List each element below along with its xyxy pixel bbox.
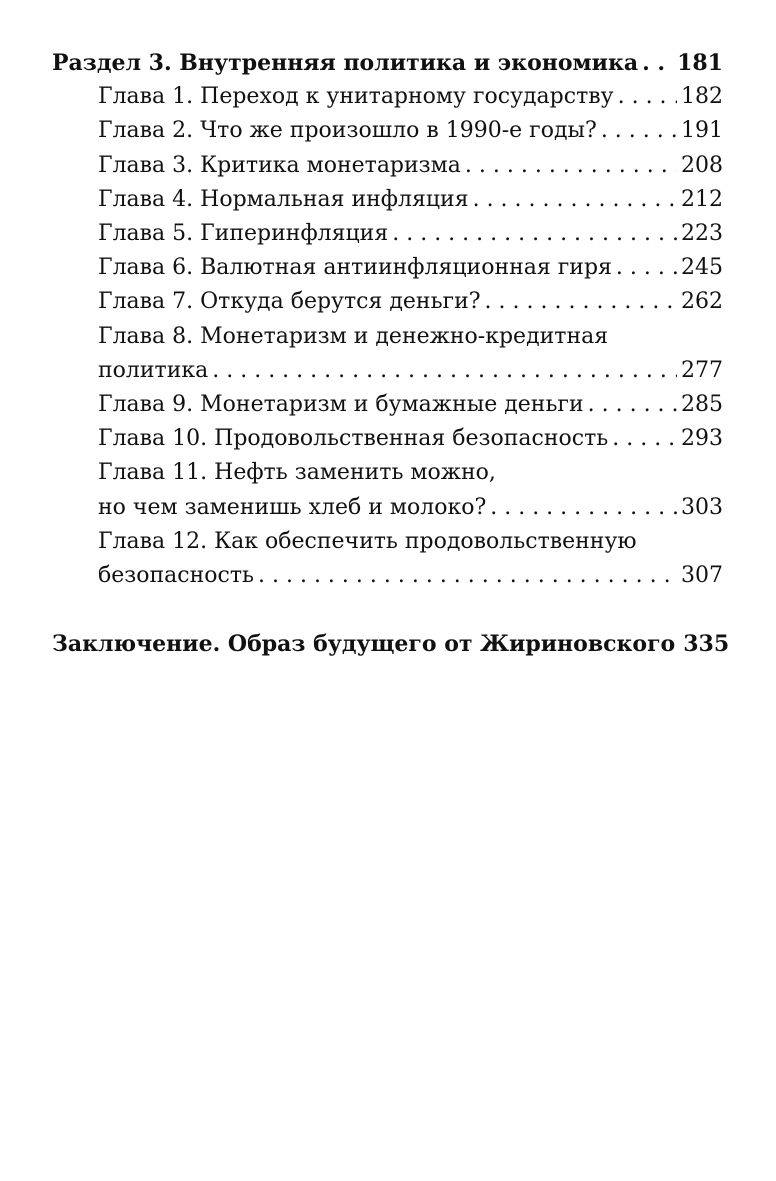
toc-page-number: 182	[681, 84, 723, 110]
toc-chapter-3[interactable]	[52, 149, 723, 183]
toc-page-number: 335	[683, 631, 730, 658]
toc-page-number: 277	[681, 357, 723, 383]
dot-leader	[465, 149, 677, 183]
toc-chapter-title: Глава 8. Монетаризм и денежно-кредитная	[98, 323, 609, 349]
dot-leader	[588, 388, 677, 422]
toc-page-number: 262	[681, 289, 723, 315]
toc-chapter-11-line1[interactable]	[52, 456, 723, 490]
toc-chapter-8-line1[interactable]	[52, 320, 723, 354]
dot-leader	[490, 491, 677, 525]
toc-page-number: 285	[681, 392, 723, 418]
dot-leader	[258, 559, 677, 593]
toc-chapter-title: Глава 6. Валютная антиинфляционная гиря	[98, 255, 612, 281]
toc-chapter-title: Глава 3. Критика монетаризма	[98, 152, 461, 178]
dot-leader	[616, 251, 677, 285]
toc-chapter-title: Глава 9. Монетаризм и бумажные деньги	[98, 392, 584, 418]
toc-chapter-2[interactable]	[52, 114, 723, 148]
toc-chapter-11-line2[interactable]	[52, 491, 723, 525]
dot-leader	[642, 46, 673, 80]
toc-page-number: 293	[681, 426, 723, 452]
toc-chapter-title: Глава 7. Откуда берутся деньги?	[98, 289, 481, 315]
dot-leader	[601, 114, 677, 148]
dot-leader	[612, 422, 677, 456]
toc-page-number: 208	[681, 152, 723, 178]
toc-conclusion[interactable]	[52, 627, 730, 661]
toc-page-number: 223	[681, 221, 723, 247]
toc-chapter-title-continued: безопасность	[98, 563, 254, 589]
toc-page-number: 212	[681, 186, 723, 212]
toc-chapter-title: Глава 10. Продовольственная безопасность	[98, 426, 609, 452]
toc-chapter-title: Глава 4. Нормальная инфляция	[98, 186, 469, 212]
toc-chapter-title: Глава 5. Гиперинфляция	[98, 221, 389, 247]
toc-page-number: 181	[677, 50, 723, 76]
dot-leader	[473, 183, 677, 217]
toc-chapter-title-continued: но чем заменишь хлеб и молоко?	[98, 494, 487, 520]
toc-chapter-12-line1[interactable]	[52, 525, 723, 559]
toc-section-title: Заключение. Образ будущего от Жириновского	[52, 631, 676, 658]
toc-page-number: 307	[681, 563, 723, 589]
toc-chapter-title-continued: политика	[98, 357, 209, 383]
toc-chapter-4[interactable]	[52, 183, 723, 217]
dot-leader	[392, 217, 677, 251]
dot-leader	[212, 354, 677, 388]
toc-chapter-10[interactable]	[52, 422, 723, 456]
toc-chapter-8-line2[interactable]	[52, 354, 723, 388]
toc-section-3[interactable]	[52, 46, 723, 80]
section-spacer	[52, 593, 723, 627]
toc-chapter-7[interactable]	[52, 285, 723, 319]
toc-section-title: Раздел 3. Внутренняя политика и экономика	[52, 50, 639, 76]
toc-chapter-5[interactable]	[52, 217, 723, 251]
toc-chapter-title: Глава 12. Как обеспечить продовольственную	[98, 528, 637, 554]
toc-page-number: 191	[681, 118, 723, 144]
toc-chapter-title: Глава 11. Нефть заменить можно,	[98, 460, 496, 486]
toc-page-number: 245	[681, 255, 723, 281]
toc-chapter-1[interactable]	[52, 80, 723, 114]
toc-chapter-title: Глава 1. Переход к унитарному государству	[98, 84, 614, 110]
table-of-contents	[52, 46, 730, 661]
dot-leader	[618, 80, 677, 114]
toc-page-number: 303	[681, 494, 723, 520]
toc-chapter-6[interactable]	[52, 251, 723, 285]
dot-leader	[485, 285, 677, 319]
toc-chapter-title: Глава 2. Что же произошло в 1990-е годы?	[98, 118, 597, 144]
toc-chapter-9[interactable]	[52, 388, 723, 422]
toc-chapter-12-line2[interactable]	[52, 559, 723, 593]
